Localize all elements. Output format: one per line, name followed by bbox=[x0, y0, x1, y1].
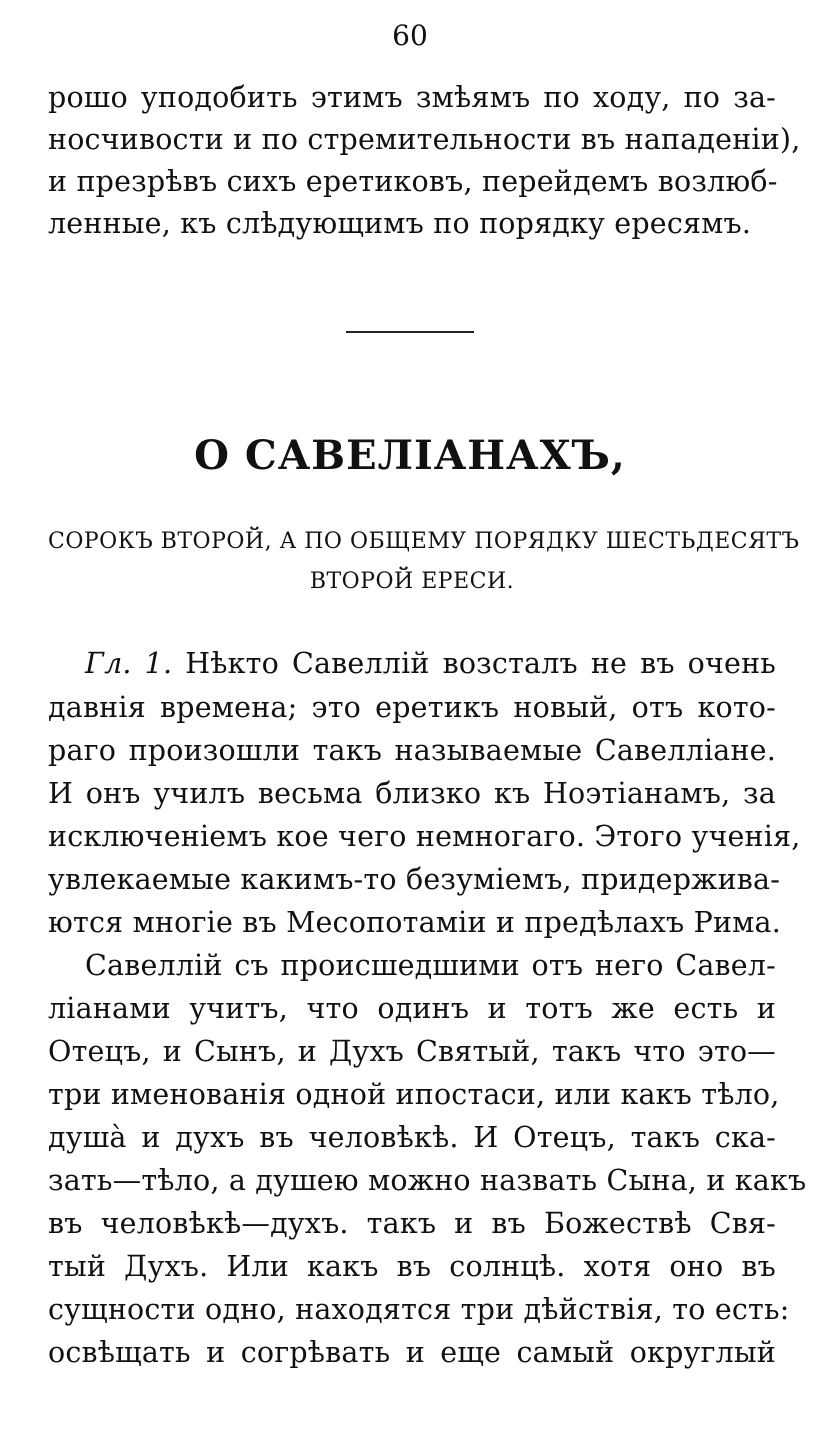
paragraph-line: освѣщать и согрѣвать и еще самый округлый bbox=[48, 1336, 776, 1369]
paragraph-line: давнія времена; это еретикъ новый, отъ кото- bbox=[48, 691, 776, 724]
paragraph-line: увлекаемые какимъ-то безуміемъ, придержива- bbox=[48, 863, 781, 896]
paragraph-line: три именованія одной ипостаси, или какъ тѣло, bbox=[48, 1078, 780, 1111]
intro-line: ленные, къ слѣдующимъ по порядку ересямъ. bbox=[48, 207, 752, 240]
intro-line: носчивости и по стремительности въ нападеніи), bbox=[48, 123, 801, 156]
chapter-label: Гл. 1. bbox=[85, 647, 173, 680]
paragraph-line: исключеніемъ кое чего немногаго. Этого ученія, bbox=[48, 820, 801, 853]
paragraph-line: И онъ училъ весьма близко къ Ноэтіанамъ, за bbox=[48, 777, 776, 810]
chapter-first-line-text: Нѣкто Савеллій возсталъ не въ очень bbox=[185, 647, 777, 680]
paragraph-line: зать—тѣло, а душею можно назвать Сына, и какъ bbox=[48, 1164, 807, 1197]
paragraph-line: раго произошли такъ называемые Савелліане. bbox=[48, 734, 776, 767]
page-number: 60 bbox=[392, 19, 428, 52]
paragraph-line: ліанами учитъ, что одинъ и тотъ же есть и bbox=[48, 992, 776, 1025]
paragraph-line: Отецъ, и Сынъ, и Духъ Святый, такъ что это— bbox=[48, 1035, 776, 1068]
paragraph-line: тый Духъ. Или какъ въ солнцѣ. хотя оно въ bbox=[48, 1250, 776, 1283]
paragraph-line: душа̀ и духъ въ человѣкѣ. И Отецъ, такъ ска- bbox=[48, 1121, 776, 1154]
paragraph-line: Савеллій съ происшедшими отъ него Савел- bbox=[85, 949, 776, 982]
section-divider bbox=[346, 331, 474, 333]
section-subtitle-line: СОРОКЪ ВТОРОЙ, А ПО ОБЩЕМУ ПОРЯДКУ ШЕСТЬДЕСЯТЪ bbox=[48, 529, 800, 554]
paragraph-line: сущности одно, находятся три дѣйствія, то есть: bbox=[48, 1293, 790, 1326]
intro-line: и презрѣвъ сихъ еретиковъ, перейдемъ возлюб- bbox=[48, 165, 778, 198]
paragraph-line: въ человѣкѣ—духъ. такъ и въ Божествѣ Свя- bbox=[48, 1207, 776, 1240]
section-title: О САВЕЛІАНАХЪ, bbox=[194, 432, 626, 479]
intro-line: рошо уподобить этимъ змѣямъ по ходу, по за- bbox=[48, 81, 776, 114]
paragraph-line: ются многіе въ Месопотаміи и предѣлахъ Рима. bbox=[48, 906, 781, 939]
section-subtitle-line: ВТОРОЙ ЕРЕСИ. bbox=[309, 569, 515, 594]
chapter-first-line bbox=[85, 646, 776, 682]
